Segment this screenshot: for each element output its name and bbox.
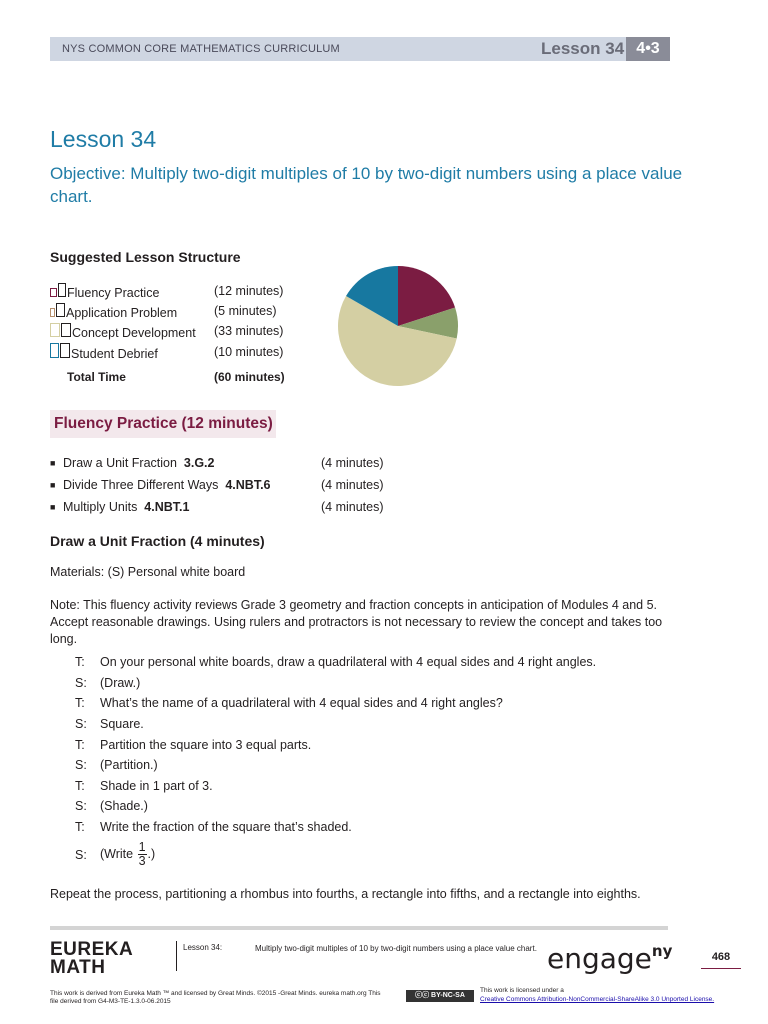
page-number-rule	[701, 968, 741, 969]
footer-lesson: Lesson 34:	[183, 943, 223, 952]
dialogue-line	[75, 820, 352, 834]
speaker: T:	[75, 655, 85, 669]
speaker: T:	[75, 779, 85, 793]
fraction: $\frac{1}{3}$	[138, 840, 146, 868]
structure-minutes: (5 minutes)	[214, 304, 277, 318]
fluency-item	[50, 453, 384, 473]
license-link[interactable]: Creative Commons Attribution-NonCommercial-ShareAlike 3.0 Unported License.	[480, 996, 715, 1003]
fluency-item-name: Draw a Unit Fraction	[63, 456, 177, 470]
speaker: S:	[75, 847, 87, 862]
fluency-item-minutes: (4 minutes)	[321, 456, 384, 470]
dialogue-text: Partition the square into 3 equal parts.	[100, 738, 312, 752]
structure-minutes: (10 minutes)	[214, 345, 284, 359]
dialogue-line	[75, 717, 144, 731]
dialogue-line	[75, 758, 158, 772]
lesson-structure-pie	[336, 262, 460, 390]
dialogue-line	[75, 841, 155, 868]
structure-row	[50, 342, 283, 362]
dialogue-text: What’s the name of a quadrilateral with 4 equal sides and 4 right angles?	[100, 696, 503, 710]
license-statement: This work is licensed under a Creative Commons Attribution-NonCommercial-ShareAlike 3.0 Unported License.	[480, 987, 715, 1003]
lesson-title: Lesson 34	[50, 126, 157, 152]
structure-row	[50, 301, 277, 321]
fluency-item-minutes: (4 minutes)	[321, 478, 384, 492]
fluency-item-minutes: (4 minutes)	[321, 500, 384, 514]
bullet-icon: ■	[50, 480, 56, 490]
speaker: S:	[75, 758, 87, 772]
speaker: S:	[75, 717, 87, 731]
fluency-item	[50, 497, 384, 517]
dialogue-text: (Draw.)	[100, 676, 141, 690]
structure-minutes: (33 minutes)	[214, 324, 284, 338]
speaker: S:	[75, 799, 87, 813]
fluency-item-standard: 4.NBT.1	[144, 500, 190, 514]
license-derived: This work is derived from Eureka Math ™ and licensed by Great Minds. ©2015 -Great Minds. eureka math.org This file derived from G4-M3-TE-1.3.0-06.2015	[50, 990, 381, 1005]
fluency-item-standard: 3.G.2	[183, 456, 215, 470]
total-row	[50, 367, 285, 387]
repeat-instruction: Repeat the process, partitioning a rhombus into fourths, a rectangle into fifths, and a rectangle into eighths.	[50, 887, 641, 901]
eureka-math-logo: EUREKA MATH	[50, 939, 134, 978]
cc-license-badge[interactable]: ⓒⓒ BY-NC-SA	[406, 990, 474, 1002]
cc-icon: ⓒⓒ	[415, 992, 432, 999]
bullet-icon: ■	[50, 458, 56, 468]
dialogue-text: Write the fraction of the square that’s shaded.	[100, 820, 352, 834]
dialogue-line	[75, 676, 140, 690]
dialogue-line	[75, 738, 311, 752]
fluency-item-name: Multiply Units	[63, 500, 138, 514]
dialogue-line	[75, 799, 148, 813]
dialogue-text: (Partition.)	[100, 758, 158, 772]
dialogue-text: (Shade.)	[100, 799, 148, 813]
fluency-item	[50, 475, 384, 495]
dialogue-text: Shade in 1 part of 3.	[100, 779, 213, 793]
structure-row	[50, 321, 283, 341]
materials: Materials: (S) Personal white board	[50, 565, 246, 579]
page-number: 468	[711, 951, 731, 963]
dialogue-line	[75, 696, 503, 710]
draw-heading: Draw a Unit Fraction (4 minutes)	[50, 533, 265, 549]
total-minutes: (60 minutes)	[214, 370, 285, 384]
structure-heading: Suggested Lesson Structure	[50, 249, 241, 265]
note: Note: This fluency activity reviews Grade 3 geometry and fraction concepts in anticipation of Modules 4 and 5. Accept reasonable drawings. Using rulers and protractors is not necessary to review the concept and takes too long.	[50, 598, 663, 646]
curriculum-label: NYS COMMON CORE MATHEMATICS CURRICULUM	[62, 43, 340, 55]
footer-description: Multiply two-digit multiples of 10 by two-digit numbers using a place value chart.	[255, 944, 537, 953]
structure-label: Fluency Practice	[50, 283, 214, 300]
structure-label: Concept Development	[50, 323, 214, 340]
dialogue-text: On your personal white boards, draw a quadrilateral with 4 equal sides and 4 right angles.	[100, 655, 597, 669]
speaker: T:	[75, 738, 85, 752]
speaker: T:	[75, 696, 85, 710]
header-lesson: Lesson 34	[541, 39, 625, 58]
structure-row	[50, 281, 283, 301]
footer-divider	[176, 941, 177, 971]
footer-rule	[50, 926, 668, 930]
fluency-item-standard: 4.NBT.6	[225, 478, 271, 492]
grade-module-badge: 4•3	[626, 37, 670, 61]
objective: Objective: Multiply two-digit multiples of 10 by two-digit numbers using a place value chart.	[50, 164, 683, 206]
structure-minutes: (12 minutes)	[214, 284, 284, 298]
structure-label: Student Debrief	[50, 343, 214, 361]
structure-label: Application Problem	[50, 303, 214, 320]
dialogue-text: (Write $\frac{1}{3}$ .)	[100, 840, 156, 868]
speaker: T:	[75, 820, 85, 834]
fluency-item-name: Divide Three Different Ways	[63, 478, 219, 492]
speaker: S:	[75, 676, 87, 690]
dialogue-line	[75, 655, 596, 669]
fluency-heading: Fluency Practice (12 minutes)	[54, 415, 273, 432]
total-label: Total Time	[67, 370, 126, 384]
bullet-icon: ■	[50, 502, 56, 512]
engageny-logo: engage$^{ny}$	[547, 942, 673, 975]
dialogue-line	[75, 779, 213, 793]
dialogue-text: Square.	[100, 717, 144, 731]
